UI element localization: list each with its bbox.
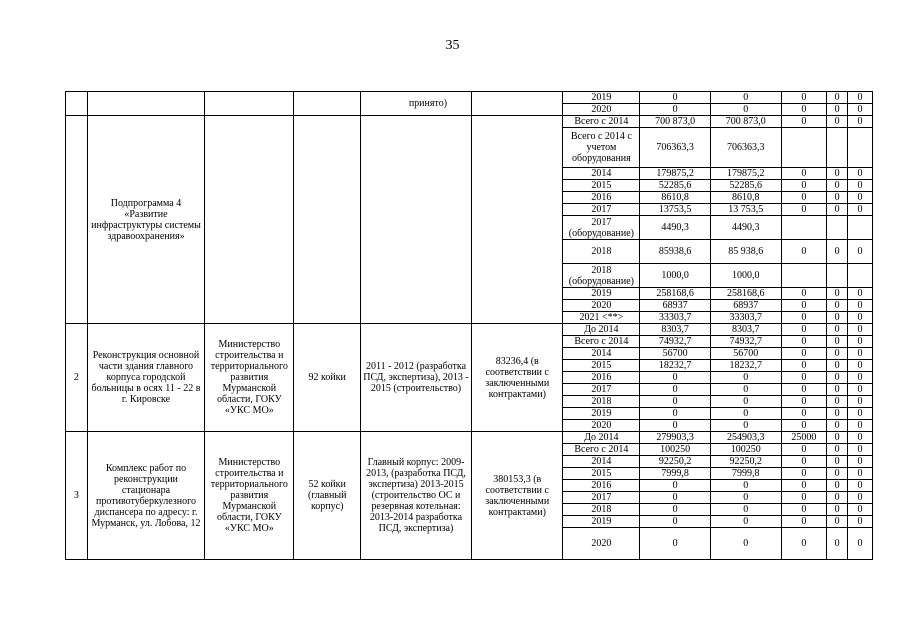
total-cell: 1000,0 [640, 264, 711, 288]
total-cell: 0 [640, 372, 711, 384]
local-budget-cell: 0 [827, 456, 848, 468]
total-cell: 8303,7 [640, 324, 711, 336]
regional-budget-cell: 0 [710, 408, 781, 420]
period-cell [360, 116, 471, 324]
year-cell: 2016 [563, 192, 640, 204]
local-budget-cell: 0 [827, 492, 848, 504]
other-cell [848, 264, 873, 288]
executor-cell: Министерство строительства и территориального развития Мурманской области, ГОКУ «УКС МО» [205, 432, 294, 560]
total-cell: 279903,3 [640, 432, 711, 444]
federal-budget-cell: 0 [781, 528, 827, 560]
year-cell: 2017 [563, 204, 640, 216]
object-name-cell [87, 92, 204, 116]
other-cell: 0 [848, 288, 873, 300]
total-cell: 0 [640, 420, 711, 432]
year-cell: До 2014 [563, 432, 640, 444]
total-cell: 706363,3 [640, 128, 711, 168]
regional-budget-cell: 18232,7 [710, 360, 781, 372]
local-budget-cell: 0 [827, 192, 848, 204]
year-cell: 2014 [563, 168, 640, 180]
other-cell: 0 [848, 468, 873, 480]
table-body [66, 92, 873, 560]
other-cell: 0 [848, 240, 873, 264]
year-cell: Всего с 2014 [563, 444, 640, 456]
total-cell: 0 [640, 92, 711, 104]
federal-budget-cell: 0 [781, 372, 827, 384]
total-cell: 0 [640, 104, 711, 116]
local-budget-cell: 0 [827, 104, 848, 116]
row-number-cell [66, 116, 88, 324]
total-cell: 4490,3 [640, 216, 711, 240]
regional-budget-cell: 100250 [710, 444, 781, 456]
regional-budget-cell: 13 753,5 [710, 204, 781, 216]
local-budget-cell: 0 [827, 336, 848, 348]
federal-budget-cell: 0 [781, 324, 827, 336]
local-budget-cell: 0 [827, 396, 848, 408]
local-budget-cell: 0 [827, 432, 848, 444]
federal-budget-cell: 0 [781, 348, 827, 360]
other-cell: 0 [848, 384, 873, 396]
federal-budget-cell: 0 [781, 408, 827, 420]
year-cell: 2017 [563, 384, 640, 396]
other-cell: 0 [848, 336, 873, 348]
regional-budget-cell: 700 873,0 [710, 116, 781, 128]
regional-budget-cell: 0 [710, 528, 781, 560]
other-cell: 0 [848, 180, 873, 192]
cost-cell [472, 92, 563, 116]
other-cell: 0 [848, 492, 873, 504]
year-cell: 2019 [563, 92, 640, 104]
regional-budget-cell: 0 [710, 504, 781, 516]
total-cell: 0 [640, 384, 711, 396]
other-cell: 0 [848, 456, 873, 468]
total-cell: 700 873,0 [640, 116, 711, 128]
regional-budget-cell: 56700 [710, 348, 781, 360]
total-cell: 0 [640, 480, 711, 492]
other-cell: 0 [848, 300, 873, 312]
other-cell: 0 [848, 528, 873, 560]
regional-budget-cell: 92250,2 [710, 456, 781, 468]
federal-budget-cell: 0 [781, 104, 827, 116]
regional-budget-cell: 0 [710, 372, 781, 384]
regional-budget-cell: 0 [710, 396, 781, 408]
other-cell: 0 [848, 372, 873, 384]
federal-budget-cell: 25000 [781, 432, 827, 444]
local-budget-cell: 0 [827, 288, 848, 300]
year-cell: 2020 [563, 300, 640, 312]
regional-budget-cell: 0 [710, 104, 781, 116]
executor-cell [205, 92, 294, 116]
regional-budget-cell: 254903,3 [710, 432, 781, 444]
year-cell: 2020 [563, 104, 640, 116]
period-cell: 2011 - 2012 (разработка ПСД, экспертиза), 2013 - 2015 (строительство) [360, 324, 471, 432]
other-cell: 0 [848, 516, 873, 528]
capacity-cell: 52 койки (главный корпус) [294, 432, 360, 560]
total-cell: 8610,8 [640, 192, 711, 204]
year-cell: 2014 [563, 456, 640, 468]
regional-budget-cell: 74932,7 [710, 336, 781, 348]
federal-budget-cell: 0 [781, 168, 827, 180]
cost-cell: 380153,3 (в соответствии с заключенными контрактами) [472, 432, 563, 560]
year-cell: 2016 [563, 372, 640, 384]
other-cell: 0 [848, 348, 873, 360]
year-cell: 2018 (оборудование) [563, 264, 640, 288]
regional-budget-cell: 706363,3 [710, 128, 781, 168]
federal-budget-cell: 0 [781, 516, 827, 528]
federal-budget-cell: 0 [781, 116, 827, 128]
federal-budget-cell: 0 [781, 336, 827, 348]
year-cell: 2020 [563, 528, 640, 560]
year-cell: 2017 [563, 492, 640, 504]
cost-cell: 83236,4 (в соответствии с заключенными контрактами) [472, 324, 563, 432]
federal-budget-cell: 0 [781, 360, 827, 372]
local-budget-cell: 0 [827, 420, 848, 432]
total-cell: 85938,6 [640, 240, 711, 264]
total-cell: 18232,7 [640, 360, 711, 372]
executor-cell [205, 116, 294, 324]
total-cell: 0 [640, 396, 711, 408]
regional-budget-cell: 258168,6 [710, 288, 781, 300]
other-cell: 0 [848, 192, 873, 204]
year-cell: Всего с 2014 с учетом оборудования [563, 128, 640, 168]
page-number: 35 [445, 38, 460, 53]
other-cell: 0 [848, 504, 873, 516]
other-cell: 0 [848, 360, 873, 372]
total-cell: 92250,2 [640, 456, 711, 468]
total-cell: 100250 [640, 444, 711, 456]
subprogram-name-cell: Подпрограмма 4 «Развитие инфраструктуры системы здравоохранения» [87, 116, 204, 324]
regional-budget-cell: 0 [710, 480, 781, 492]
year-cell: 2019 [563, 516, 640, 528]
other-cell: 0 [848, 408, 873, 420]
regional-budget-cell: 8303,7 [710, 324, 781, 336]
federal-budget-cell: 0 [781, 480, 827, 492]
total-cell: 52285,6 [640, 180, 711, 192]
year-cell: 2018 [563, 240, 640, 264]
federal-budget-cell [781, 264, 827, 288]
object-name-cell: Реконструкция основной части здания главного корпуса городской больницы в осях 11 - 22 в г. Кировске [87, 324, 204, 432]
federal-budget-cell: 0 [781, 180, 827, 192]
local-budget-cell: 0 [827, 312, 848, 324]
total-cell: 33303,7 [640, 312, 711, 324]
federal-budget-cell [781, 128, 827, 168]
capacity-cell [294, 92, 360, 116]
federal-budget-cell: 0 [781, 192, 827, 204]
other-cell: 0 [848, 312, 873, 324]
local-budget-cell: 0 [827, 372, 848, 384]
regional-budget-cell: 0 [710, 420, 781, 432]
year-cell: 2015 [563, 180, 640, 192]
local-budget-cell: 0 [827, 300, 848, 312]
other-cell: 0 [848, 420, 873, 432]
local-budget-cell: 0 [827, 360, 848, 372]
year-cell: 2019 [563, 288, 640, 300]
year-cell: 2021 <**> [563, 312, 640, 324]
federal-budget-cell: 0 [781, 456, 827, 468]
federal-budget-cell: 0 [781, 444, 827, 456]
federal-budget-cell: 0 [781, 492, 827, 504]
total-cell: 68937 [640, 300, 711, 312]
federal-budget-cell: 0 [781, 92, 827, 104]
year-cell: 2016 [563, 480, 640, 492]
local-budget-cell: 0 [827, 444, 848, 456]
regional-budget-cell: 52285,6 [710, 180, 781, 192]
local-budget-cell: 0 [827, 180, 848, 192]
regional-budget-cell: 179875,2 [710, 168, 781, 180]
year-cell: Всего с 2014 [563, 336, 640, 348]
federal-budget-cell: 0 [781, 384, 827, 396]
year-cell: 2019 [563, 408, 640, 420]
table-row [66, 92, 873, 104]
local-budget-cell: 0 [827, 468, 848, 480]
regional-budget-cell: 0 [710, 384, 781, 396]
regional-budget-cell: 68937 [710, 300, 781, 312]
regional-budget-cell: 0 [710, 516, 781, 528]
regional-budget-cell: 0 [710, 492, 781, 504]
table-row [66, 324, 873, 336]
total-cell: 56700 [640, 348, 711, 360]
other-cell: 0 [848, 432, 873, 444]
regional-budget-cell: 85 938,6 [710, 240, 781, 264]
year-cell: 2015 [563, 468, 640, 480]
local-budget-cell: 0 [827, 348, 848, 360]
year-cell: 2020 [563, 420, 640, 432]
regional-budget-cell: 1000,0 [710, 264, 781, 288]
total-cell: 7999,8 [640, 468, 711, 480]
total-cell: 179875,2 [640, 168, 711, 180]
period-cell: Главный корпус: 2009-2013, (разработка ПСД, экспертиза) 2013-2015 (строительство ОС и резервная котельная: 2013-2014 разработка ПСД, экспертиза) [360, 432, 471, 560]
federal-budget-cell: 0 [781, 300, 827, 312]
local-budget-cell: 0 [827, 384, 848, 396]
regional-budget-cell: 33303,7 [710, 312, 781, 324]
period-cell: принято) [360, 92, 471, 116]
local-budget-cell: 0 [827, 480, 848, 492]
other-cell: 0 [848, 324, 873, 336]
regional-budget-cell: 7999,8 [710, 468, 781, 480]
year-cell: До 2014 [563, 324, 640, 336]
cost-cell [472, 116, 563, 324]
other-cell: 0 [848, 480, 873, 492]
total-cell: 74932,7 [640, 336, 711, 348]
federal-budget-cell: 0 [781, 420, 827, 432]
total-cell: 13753,5 [640, 204, 711, 216]
federal-budget-cell: 0 [781, 312, 827, 324]
regional-budget-cell: 8610,8 [710, 192, 781, 204]
local-budget-cell: 0 [827, 408, 848, 420]
other-cell: 0 [848, 168, 873, 180]
year-cell: 2018 [563, 504, 640, 516]
year-cell: 2017 (оборудование) [563, 216, 640, 240]
year-cell: 2015 [563, 360, 640, 372]
local-budget-cell: 0 [827, 324, 848, 336]
local-budget-cell: 0 [827, 528, 848, 560]
local-budget-cell: 0 [827, 92, 848, 104]
year-cell: 2014 [563, 348, 640, 360]
year-cell: 2018 [563, 396, 640, 408]
other-cell: 0 [848, 396, 873, 408]
other-cell [848, 216, 873, 240]
budget-table [65, 91, 873, 560]
regional-budget-cell: 0 [710, 92, 781, 104]
local-budget-cell [827, 264, 848, 288]
row-number-cell [66, 92, 88, 116]
year-cell: Всего с 2014 [563, 116, 640, 128]
total-cell: 0 [640, 504, 711, 516]
local-budget-cell [827, 128, 848, 168]
executor-cell: Министерство строительства и территориального развития Мурманской области, ГОКУ «УКС МО» [205, 324, 294, 432]
row-number-cell: 2 [66, 324, 88, 432]
other-cell: 0 [848, 204, 873, 216]
row-number-cell: 3 [66, 432, 88, 560]
other-cell: 0 [848, 116, 873, 128]
local-budget-cell: 0 [827, 204, 848, 216]
capacity-cell [294, 116, 360, 324]
table-row [66, 116, 873, 128]
table-row [66, 432, 873, 444]
regional-budget-cell: 4490,3 [710, 216, 781, 240]
federal-budget-cell: 0 [781, 240, 827, 264]
federal-budget-cell: 0 [781, 468, 827, 480]
total-cell: 0 [640, 516, 711, 528]
total-cell: 0 [640, 408, 711, 420]
other-cell: 0 [848, 444, 873, 456]
federal-budget-cell: 0 [781, 204, 827, 216]
object-name-cell: Комплекс работ по реконструкции стационара противотуберкулезного диспансера по адресу: г. Мурманск, ул. Лобова, 12 [87, 432, 204, 560]
other-cell: 0 [848, 92, 873, 104]
federal-budget-cell: 0 [781, 504, 827, 516]
local-budget-cell: 0 [827, 240, 848, 264]
other-cell [848, 128, 873, 168]
federal-budget-cell: 0 [781, 288, 827, 300]
local-budget-cell: 0 [827, 504, 848, 516]
total-cell: 0 [640, 492, 711, 504]
local-budget-cell: 0 [827, 116, 848, 128]
local-budget-cell: 0 [827, 516, 848, 528]
local-budget-cell [827, 216, 848, 240]
total-cell: 0 [640, 528, 711, 560]
federal-budget-cell [781, 216, 827, 240]
capacity-cell: 92 койки [294, 324, 360, 432]
federal-budget-cell: 0 [781, 396, 827, 408]
local-budget-cell: 0 [827, 168, 848, 180]
total-cell: 258168,6 [640, 288, 711, 300]
other-cell: 0 [848, 104, 873, 116]
